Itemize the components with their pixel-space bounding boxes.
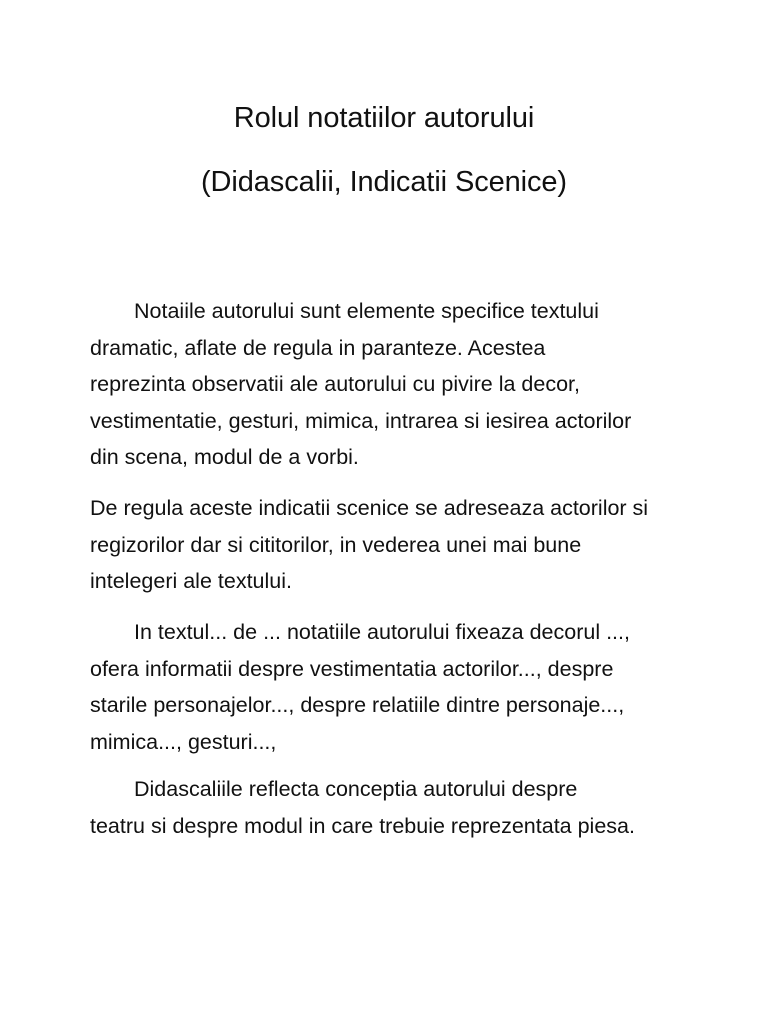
paragraph-line: Notaiile autorului sunt elemente specifice textului xyxy=(134,299,599,323)
paragraph-line: De regula aceste indicatii scenice se adreseaza actorilor si xyxy=(90,496,649,520)
paragraph-line: reprezinta observatii ale autorului cu pivire la decor, xyxy=(90,372,580,396)
paragraph-line: ofera informatii despre vestimentatia actorilor..., despre xyxy=(90,656,614,681)
paragraph-line: mimica..., gesturi..., xyxy=(90,729,277,754)
paragraph-line: din scena, modul de a vorbi. xyxy=(90,445,359,469)
paragraph-line: In textul... de ... notatiile autorului fixeaza decorul ..., xyxy=(134,620,630,644)
paragraph-line: vestimentatie, gesturi, mimica, intrarea si iesirea actorilor xyxy=(90,408,632,433)
paragraph-4 xyxy=(90,771,690,844)
document-title: Rolul notatiilor autorului xyxy=(233,102,535,134)
paragraph-line: teatru si despre modul in care trebuie reprezentata piesa. xyxy=(90,813,635,838)
paragraph-line: Didascaliile reflecta conceptia autorului despre xyxy=(134,777,578,801)
paragraph-1 xyxy=(90,293,690,476)
paragraph-line: regizorilor dar si cititorilor, in vederea unei mai bune xyxy=(90,532,582,557)
document-subtitle: (Didascalii, Indicatii Scenice) xyxy=(201,166,567,198)
paragraph-3 xyxy=(90,614,690,760)
paragraph-line: dramatic, aflate de regula in paranteze. Acestea xyxy=(90,335,546,360)
paragraph-2 xyxy=(90,490,690,600)
paragraph-line: starile personajelor..., despre relatiile dintre personaje..., xyxy=(90,693,625,717)
paragraph-line: intelegeri ale textului. xyxy=(90,569,292,593)
